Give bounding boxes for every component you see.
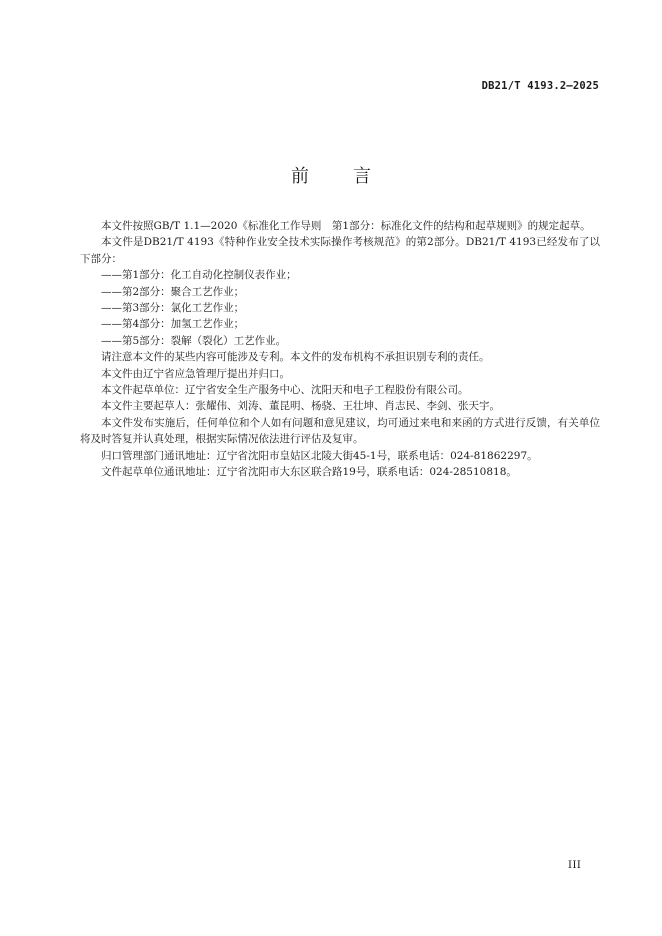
paragraph-proposer: 本文件由辽宁省应急管理厅提出并归口。 <box>101 367 290 380</box>
paragraph-feedback: 本文件发布实施后，任何单位和个人如有问题和意见建议，均可通过来电和来函的方式进行反馈，有关单位将及时答复并认真处理，根据实际情况依法进行评估及复审。 <box>80 416 600 446</box>
paragraph-drafting-units: 本文件起草单位：辽宁省安全生产服务中心、沈阳天和电子工程股份有限公司。 <box>101 384 469 397</box>
list-item-part-2: ——第2部分：聚合工艺作业； <box>101 285 245 298</box>
paragraph-drafters: 本文件主要起草人：张耀伟、刘涛、董昆明、杨骁、王壮坤、肖志民、李剑、张天宇。 <box>101 400 500 413</box>
page-number: III <box>568 860 582 871</box>
document-code: DB21/T 4193.2—2025 <box>481 80 599 92</box>
list-item-part-3: ——第3部分：氯化工艺作业； <box>101 302 245 315</box>
paragraph-drafter-address: 文件起草单位通讯地址：辽宁省沈阳市大东区联合路19号，联系电话：024-28510818。 <box>101 466 517 479</box>
list-item-part-1: ——第1部分：化工自动化控制仪表作业； <box>101 269 297 282</box>
page-title: 前言 <box>291 166 415 187</box>
paragraph-series-info: 本文件是DB21/T 4193《特种作业安全技术实际操作考核规范》的第2部分。DB21/T 4193已经发布了以下部分： <box>80 236 600 265</box>
list-item-part-4: ——第4部分：加氢工艺作业； <box>101 318 245 331</box>
paragraph-patent-notice: 请注意本文件的某些内容可能涉及专利。本文件的发布机构不承担识别专利的责任。 <box>101 351 490 364</box>
list-item-part-5: ——第5部分：裂解（裂化）工艺作业。 <box>101 334 287 347</box>
paragraph-authority-address: 归口管理部门通讯地址：辽宁省沈阳市皇姑区北陵大街45-1号，联系电话：024-81862297。 <box>101 449 538 462</box>
foreword-body <box>80 218 600 481</box>
paragraph-drafting-basis: 本文件按照GB/T 1.1—2020《标准化工作导则 第1部分：标准化文件的结构和起草规则》的规定起草。 <box>101 220 591 232</box>
